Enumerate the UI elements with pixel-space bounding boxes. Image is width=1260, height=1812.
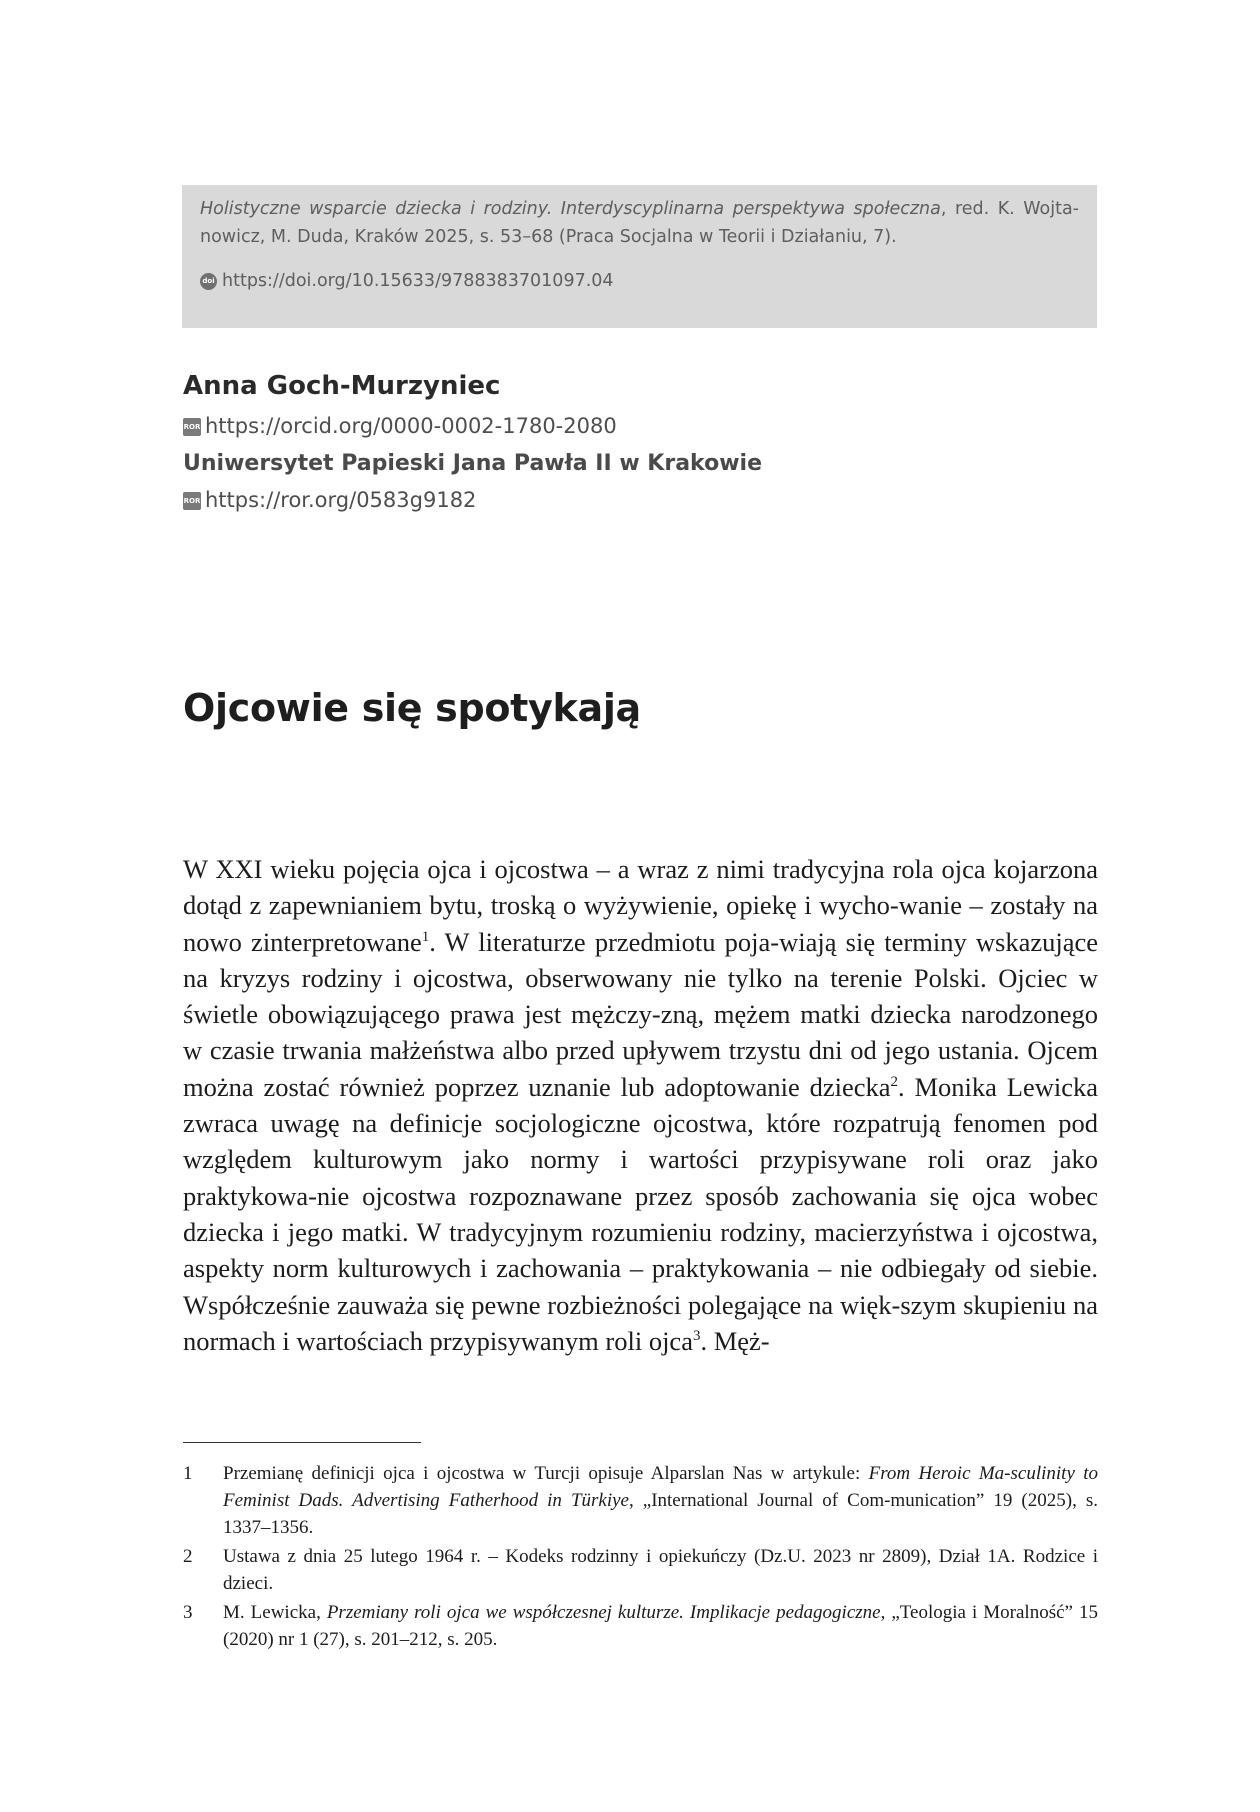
body-text-part: W XXI wieku pojęcia ojca i ojcostwa – a wraz z nimi tradycyjna rola ojca kojarzona dotąd z zapewnianiem bytu, troską o wyżywienie, opiekę i wycho-wanie – zostały na nowo zinterpretowane [183,854,1098,957]
footnote-text-part: Przemianę definicji ojca i ojcostwa w Turcji opisuje Alparslan Nas w artykule: [223,1463,869,1484]
footnote-text [223,1599,1098,1653]
ror-line [183,482,1083,519]
body-text-part: . Monika Lewicka zwraca uwagę na definicje socjologiczne ojcostwa, które rozpatrują fenomen pod względem kulturowym jako normy i wartości przypisywane roli oraz jako praktykowa-nie ojcostwa rozpoznawane przez sposób zachowania się ojca wobec dziecka i jego matki. W tradycyjnym rozumieniu rodziny, macierzyństwa i ojcostwa, aspekty norm kulturowych i zachowania – praktykowania – nie odbiegały od siebie. Współcześnie zauważa się pewne rozbieżności polegające na więk-szym skupieniu na normach i wartościach przypisywanym roli ojca [183,1071,1098,1356]
footnote-number: 3 [183,1602,193,1623]
footnote-work-title: Przemiany roli ojca we współczesnej kulturze. Implikacje pedagogiczne [326,1602,881,1623]
footnote-divider [183,1442,421,1443]
citation-box [182,185,1097,328]
footnotes [183,1460,1098,1655]
ror-icon: ROR [183,418,201,436]
footnote-number: 2 [183,1546,193,1567]
footnote-text-part: , „International Journal of Com-munication” 19 (2025), s. 1337–1356. [223,1490,1098,1538]
footnote-text-part: M. Lewicka, [223,1602,327,1623]
footnote-text-part: , „Teologia i Moralność” 15 (2020) nr 1 (27), s. 201–212, s. 205. [223,1602,1098,1650]
ror-link[interactable]: https://ror.org/0583g9182 [205,488,477,512]
citation-details: , red. K. Wojta-nowicz, M. Duda, Kraków 2025, s. 53–68 (Praca Socjalna w Teorii i Działaniu, 7). [200,199,1079,247]
orcid-line [183,408,1083,445]
body-text-part: . W literaturze przedmiotu poja-wiają się terminy wskazujące na kryzys rodziny i ojcostwa, obserwowany nie tylko na terenie Polski. Ojciec w świetle obowiązującego prawa jest mężczy-zną, mężem matki dziecka narodzonego w czasie trwania małżeństwa albo przed upływem trzystu dni od jego ustania. Ojcem można zostać również poprzez uznanie lub adoptowanie dziecka [183,926,1098,1102]
citation-book-title: Holistyczne wsparcie dziecka i rodziny. Interdyscyplinarna perspektywa społeczna [200,199,941,219]
affiliation: Uniwersytet Papieski Jana Pawła II w Krakowie [183,451,762,476]
author-name: Anna Goch-Murzyniec [183,371,501,401]
footnote-number: 1 [183,1463,193,1484]
orcid-link[interactable]: https://orcid.org/0000-0002-1780-2080 [205,414,617,438]
footnote-text [223,1543,1098,1597]
footnote [183,1460,1098,1541]
author-block [183,368,1083,519]
footnote [183,1599,1098,1653]
body-paragraph [183,851,1098,1359]
footnote-ref[interactable]: 2 [890,1073,899,1090]
footnote-ref[interactable]: 1 [421,928,430,945]
doi-line [200,267,1079,295]
citation-text [200,195,1079,251]
body-text-part: . Męż- [700,1325,770,1356]
footnote-text [223,1460,1098,1541]
footnote-work-title: From Heroic Ma-sculinity to Feminist Dads. Advertising Fatherhood in Türkiye [223,1463,1098,1511]
footnote-ref[interactable]: 3 [692,1328,701,1345]
footnote-text-part: Ustawa z dnia 25 lutego 1964 r. – Kodeks rodzinny i opiekuńczy (Dz.U. 2023 nr 2809), Dział 1A. Rodzice i dzieci. [223,1546,1098,1594]
chapter-title: Ojcowie się spotykają [183,686,641,730]
doi-link[interactable]: https://doi.org/10.15633/9788383701097.04 [222,271,614,291]
ror-icon: ROR [183,492,201,510]
doi-icon: doi [200,273,217,290]
footnote [183,1543,1098,1597]
